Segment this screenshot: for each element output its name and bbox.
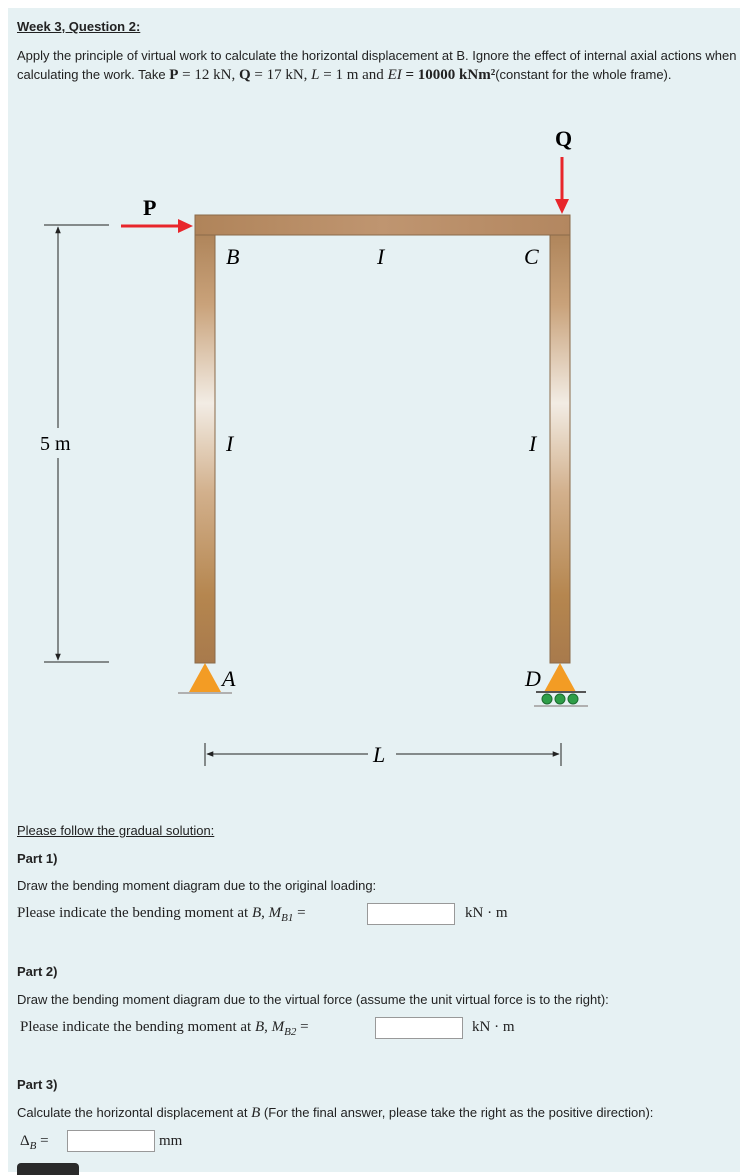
roller-wheel-3: [568, 694, 578, 704]
roller-wheel-1: [542, 694, 552, 704]
roller-support-d: [544, 663, 576, 692]
intro-tail: (constant for the whole frame).: [495, 67, 672, 82]
part3-equals: =: [36, 1133, 49, 1149]
part1-subscript: B1: [281, 912, 294, 924]
part2-prompt: Please indicate the bending moment at B, $M_{B2}$ =: [20, 1019, 309, 1038]
part3-symbol: Δ: [20, 1133, 30, 1149]
gradual-solution-link[interactable]: Please follow the gradual solution:: [17, 823, 215, 838]
part2-heading: Part 2): [17, 964, 58, 979]
top-beam: [195, 215, 570, 235]
height-dim-label: 5 m: [40, 433, 71, 455]
load-q-arrowhead: [555, 199, 569, 214]
part1-prompt-text: Please indicate the bending moment at: [17, 905, 252, 921]
inertia-top-label: I: [377, 244, 385, 269]
question-title: Week 3, Question 2:: [17, 19, 141, 34]
inertia-right-label: I: [529, 431, 537, 456]
right-column: [550, 215, 570, 663]
inertia-left-label: I: [226, 431, 234, 456]
p-symbol: P: [169, 67, 179, 83]
l-symbol: L: [311, 67, 320, 83]
part3-instruction-a: Calculate the horizontal displacement at: [17, 1105, 252, 1120]
p-value: = 12 kN,: [178, 67, 239, 83]
part2-symbol: M: [271, 1019, 285, 1035]
part3-instruction-c: (For the final answer, please take the right as the positive direction):: [260, 1105, 654, 1120]
load-p-label: P: [143, 195, 157, 220]
load-p-arrowhead: [178, 219, 193, 233]
moment-b1-input[interactable]: [367, 903, 455, 925]
part1-equals: =: [293, 905, 306, 921]
part2-point: B: [254, 1019, 265, 1035]
part1-point: B: [251, 905, 262, 921]
part1-symbol: M: [268, 905, 282, 921]
ei-symbol: EI: [387, 67, 402, 83]
ei-value: = 10000 kNm²: [401, 67, 496, 83]
part3-instruction: [17, 1105, 653, 1122]
part2-prompt-text: Please indicate the bending moment at: [20, 1019, 255, 1035]
part3-subscript: B: [29, 1140, 37, 1152]
node-a-label: A: [222, 666, 236, 691]
node-b-label: B: [226, 244, 240, 269]
left-column: [195, 215, 215, 663]
part3-unit: mm: [159, 1133, 183, 1149]
part2-unit: kN · m: [472, 1019, 515, 1035]
node-c-label: C: [524, 244, 539, 269]
part1-heading: Part 1): [17, 851, 58, 866]
part3-heading: Part 3): [17, 1077, 58, 1092]
moment-b2-input[interactable]: [375, 1017, 463, 1039]
node-d-label: D: [525, 666, 541, 691]
span-dim-label: L: [373, 742, 386, 767]
displacement-b-input[interactable]: [67, 1130, 155, 1152]
intro-text: Apply the principle of virtual work to calculate the horizontal displacement at B. Ignore the effect of internal axial actions when calculating the work. Take: [17, 48, 737, 82]
pin-support-a: [189, 663, 221, 692]
part2-equals: =: [296, 1019, 309, 1035]
check-button[interactable]: [17, 1163, 79, 1175]
q-value: = 17 kN,: [250, 67, 312, 83]
q-symbol: Q: [238, 67, 251, 83]
roller-wheel-2: [555, 694, 565, 704]
l-value: = 1 m and: [319, 67, 388, 83]
part1-unit: kN · m: [465, 905, 508, 921]
part1-prompt: Please indicate the bending moment at B, $M_{B1}$ =: [17, 905, 306, 924]
part2-instruction: Draw the bending moment diagram due to the virtual force (assume the unit virtual force is to the right):: [17, 992, 609, 1007]
load-q-label: Q: [555, 126, 573, 151]
part3-prompt: [20, 1133, 49, 1152]
part3-point: B: [251, 1105, 261, 1121]
part2-subscript: B2: [284, 1026, 297, 1038]
part1-instruction: Draw the bending moment diagram due to the original loading:: [17, 878, 377, 893]
